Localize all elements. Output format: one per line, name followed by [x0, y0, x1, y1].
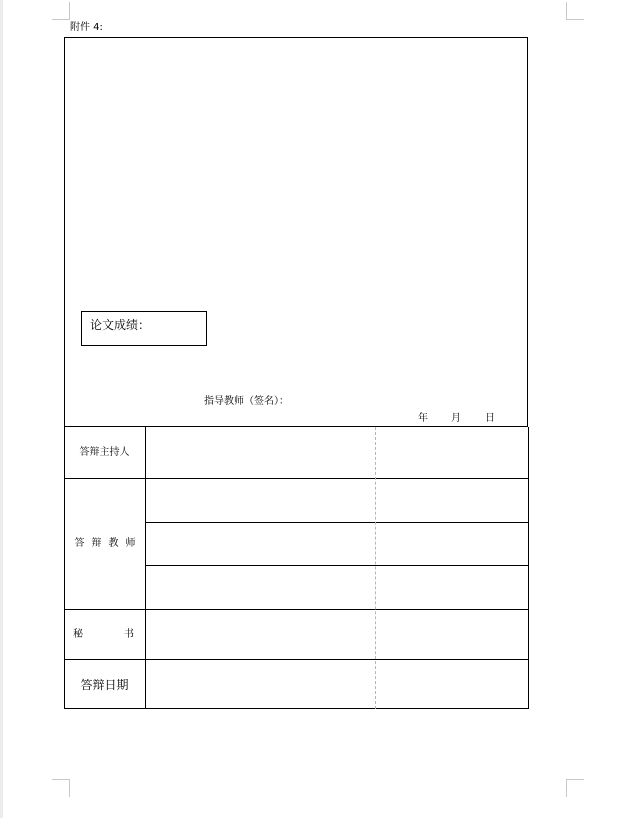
- crop-mark-top-right-v: [566, 2, 567, 20]
- defense-teacher-label: 答辩教师: [74, 538, 143, 549]
- secretary-extra-cell[interactable]: [376, 610, 528, 659]
- date-year-label: 年: [418, 413, 428, 424]
- grade-label: 论文成绩：: [90, 318, 151, 332]
- defense-date-label: 答辩日期: [80, 677, 129, 692]
- secretary-cell[interactable]: [146, 610, 375, 659]
- crop-mark-top-right-h: [566, 19, 584, 20]
- crop-mark-bottom-left-h: [52, 779, 70, 780]
- defense-date-cell[interactable]: [146, 660, 375, 708]
- crop-mark-bottom-right-h: [566, 779, 584, 780]
- teacher-2-cell[interactable]: [146, 523, 375, 565]
- host-label: 答辩主持人: [79, 447, 130, 458]
- teacher-3-cell[interactable]: [146, 566, 375, 609]
- secretary-label-left: 秘: [73, 629, 83, 640]
- secretary-label-right: 书: [124, 629, 134, 640]
- teacher-3-extra-cell[interactable]: [376, 566, 528, 609]
- date-day-label: 日: [485, 413, 495, 424]
- teacher-1-cell[interactable]: [146, 479, 375, 522]
- crop-mark-top-left-v: [69, 2, 70, 20]
- page-left-edge: [0, 0, 3, 818]
- crop-mark-top-left-h: [52, 19, 70, 20]
- attachment-label: 附件 4:: [70, 22, 103, 33]
- evaluation-box[interactable]: [64, 37, 528, 427]
- host-name-cell[interactable]: [146, 428, 375, 478]
- host-extra-cell[interactable]: [376, 428, 528, 478]
- defense-date-extra-cell[interactable]: [376, 660, 528, 708]
- crop-mark-bottom-left-v: [69, 779, 70, 797]
- teacher-2-extra-cell[interactable]: [376, 523, 528, 565]
- grade-box[interactable]: [81, 311, 207, 346]
- date-month-label: 月: [451, 413, 461, 424]
- advisor-signature-label: 指导教师（签名）：: [204, 396, 289, 407]
- teacher-1-extra-cell[interactable]: [376, 479, 528, 522]
- crop-mark-bottom-right-v: [566, 779, 567, 797]
